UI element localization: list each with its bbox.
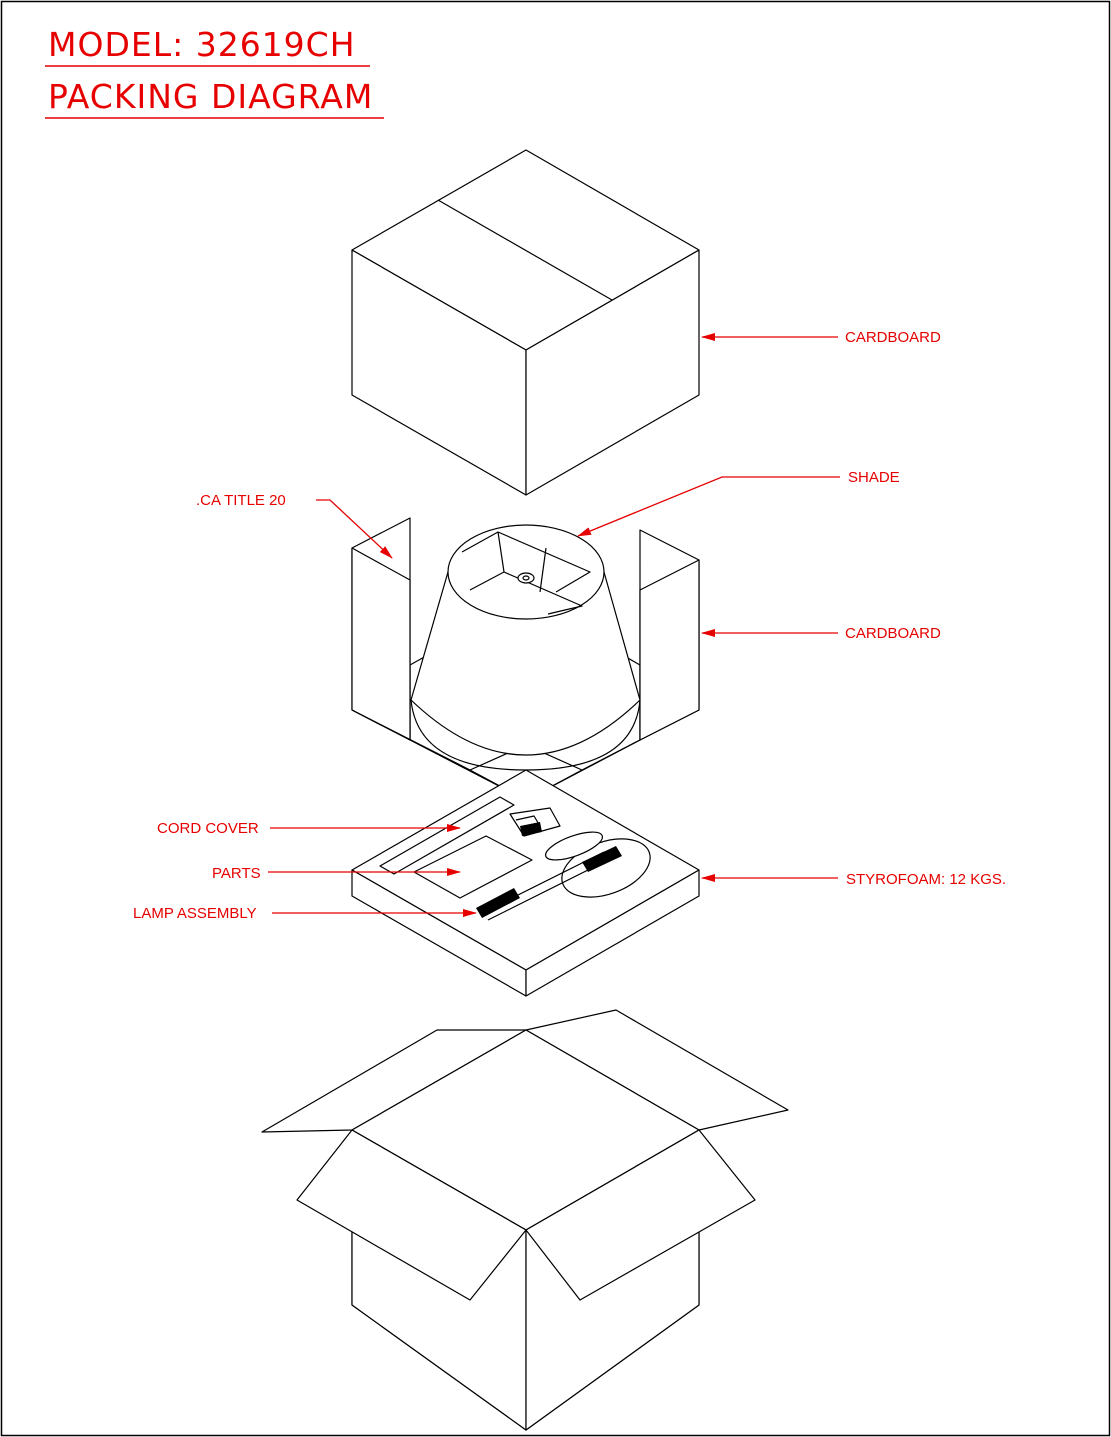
bottom-open-box — [262, 1010, 788, 1430]
parts-label: PARTS — [212, 865, 261, 882]
model-title: MODEL: 32619CH — [48, 25, 356, 64]
styrofoam-tray — [352, 770, 699, 996]
cardboard-mid-label: CARDBOARD — [845, 625, 941, 642]
callout-shade — [578, 469, 900, 536]
lamp-assembly-label: LAMP ASSEMBLY — [133, 905, 257, 922]
title-block — [45, 25, 384, 118]
cord-cover-label: CORD COVER — [157, 820, 259, 837]
cardboard-top-label: CARDBOARD — [845, 329, 941, 346]
packing-diagram-title: PACKING DIAGRAM — [48, 77, 374, 116]
callout-cardboard-top — [702, 329, 941, 346]
ca-title-label: .CA TITLE 20 — [196, 492, 286, 509]
top-cardboard-box — [352, 150, 699, 495]
styrofoam-label: STYROFOAM: 12 KGS. — [846, 871, 1007, 888]
callout-styrofoam — [702, 871, 1006, 888]
callout-cardboard-mid — [702, 625, 941, 642]
shade-label: SHADE — [848, 469, 900, 486]
